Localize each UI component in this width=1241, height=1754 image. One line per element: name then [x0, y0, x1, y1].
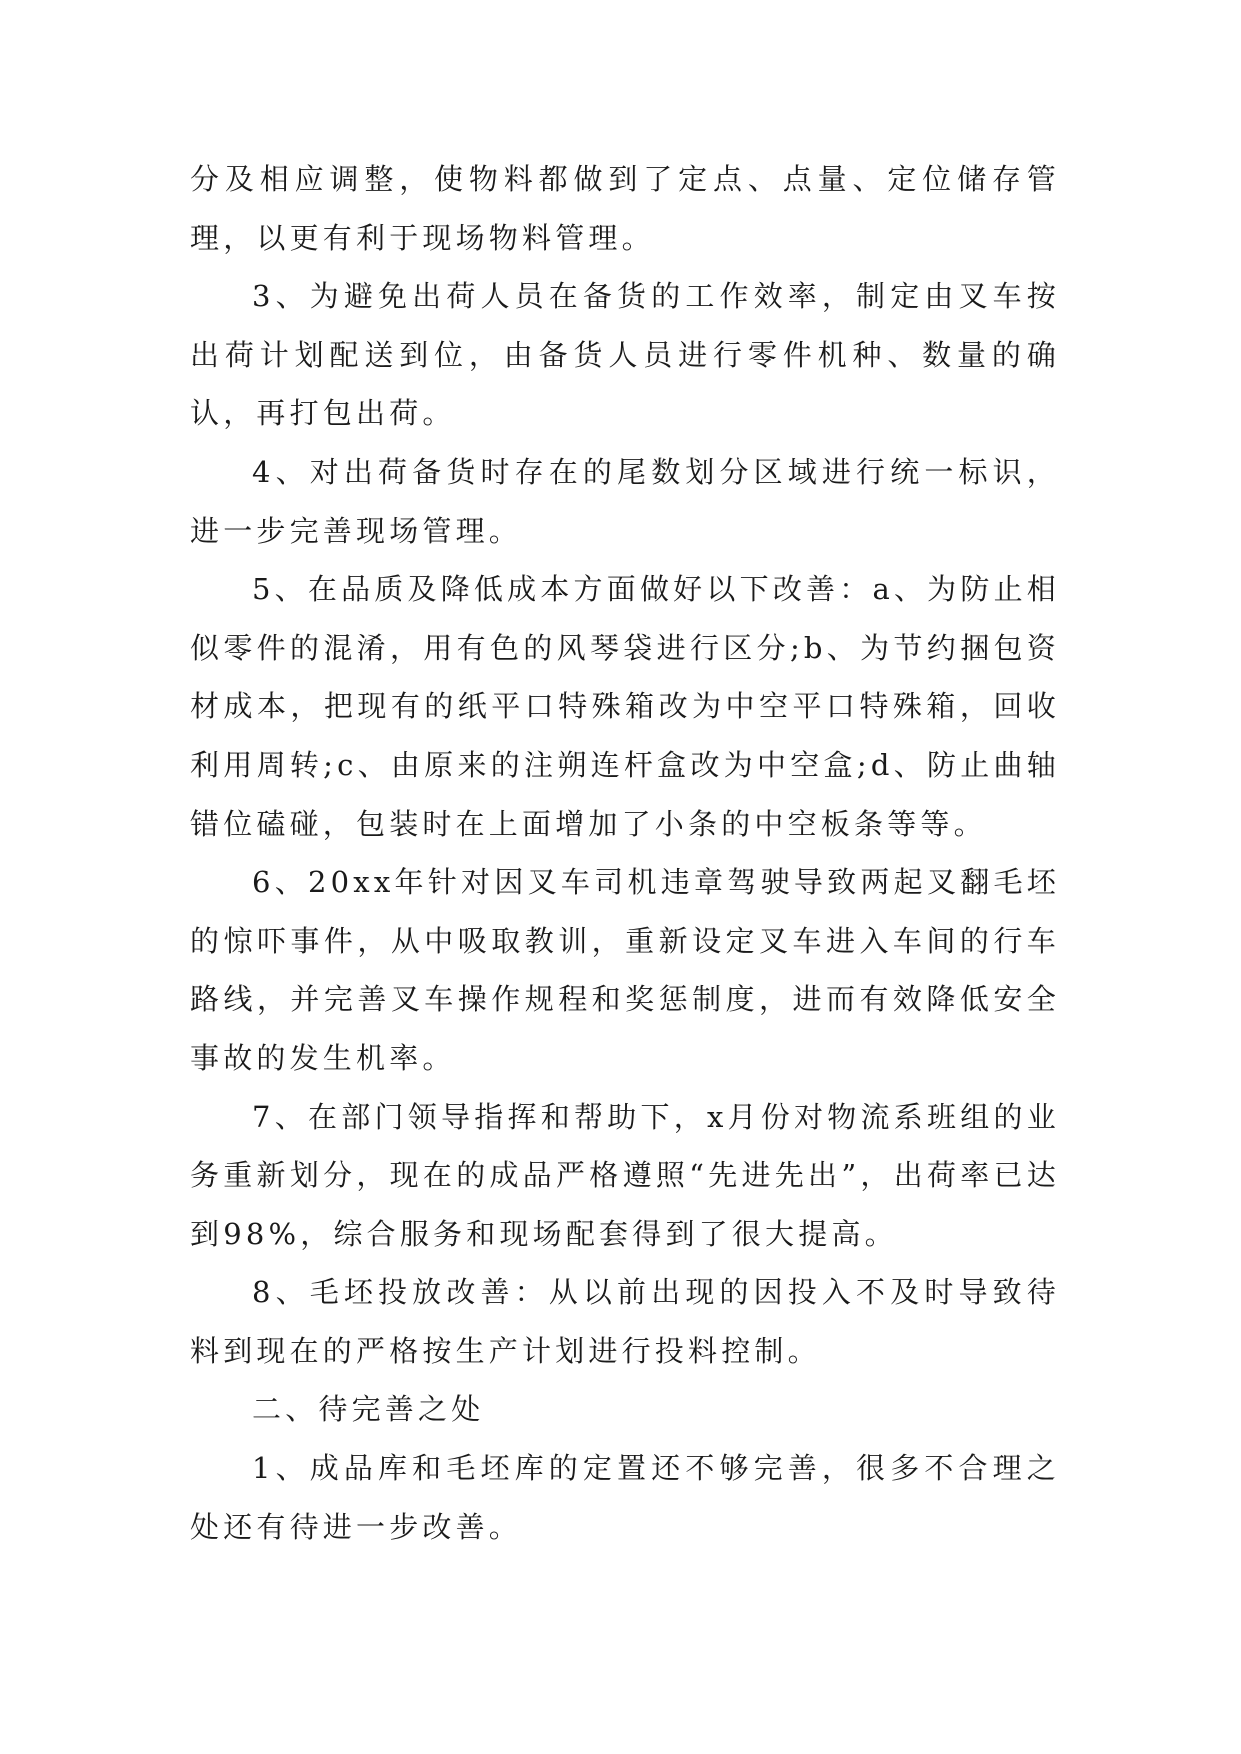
paragraph-item-3: 3、为避免出荷人员在备货的工作效率，制定由叉车按出荷计划配送到位，由备货人员进行零件机种、数量的确认，再打包出荷。: [190, 279, 1060, 431]
paragraph-item-6: 6、20xx年针对因叉车司机违章驾驶导致两起叉翻毛坯的惊吓事件，从中吸取教训，重新设定叉车进入车间的行车路线，并完善叉车操作规程和奖惩制度，进而有效降低安全事故的发生机率。: [190, 865, 1060, 1075]
paragraph-todo-1: 1、成品库和毛坯库的定置还不够完善，很多不合理之处还有待进一步改善。: [190, 1451, 1060, 1544]
paragraph-item-8: 8、毛坯投放改善：从以前出现的因投入不及时导致待料到现在的严格按生产计划进行投料控制。: [190, 1275, 1060, 1368]
document-page: [190, 150, 1060, 1556]
paragraph-item-5: 5、在品质及降低成本方面做好以下改善：a、为防止相似零件的混淆，用有色的风琴袋进行区分;b、为节约捆包资材成本，把现有的纸平口特殊箱改为中空平口特殊箱，回收利用周转;c、由原来的注朔连杆盒改为中空盒;d、防止曲轴错位磕碰，包装时在上面增加了小条的中空板条等等。: [190, 572, 1060, 841]
paragraph-item-4: 4、对出荷备货时存在的尾数划分区域进行统一标识，进一步完善现场管理。: [190, 454, 1060, 548]
section-heading: 二、待完善之处: [252, 1392, 485, 1427]
paragraph-item-7: 7、在部门领导指挥和帮助下，x月份对物流系班组的业务重新划分，现在的成品严格遵照“先进先出”，出荷率已达到98%，综合服务和现场配套得到了很大提高。: [190, 1099, 1060, 1251]
paragraph-continuation: 分及相应调整，使物料都做到了定点、点量、定位储存管理，以更有利于现场物料管理。: [190, 162, 1060, 255]
